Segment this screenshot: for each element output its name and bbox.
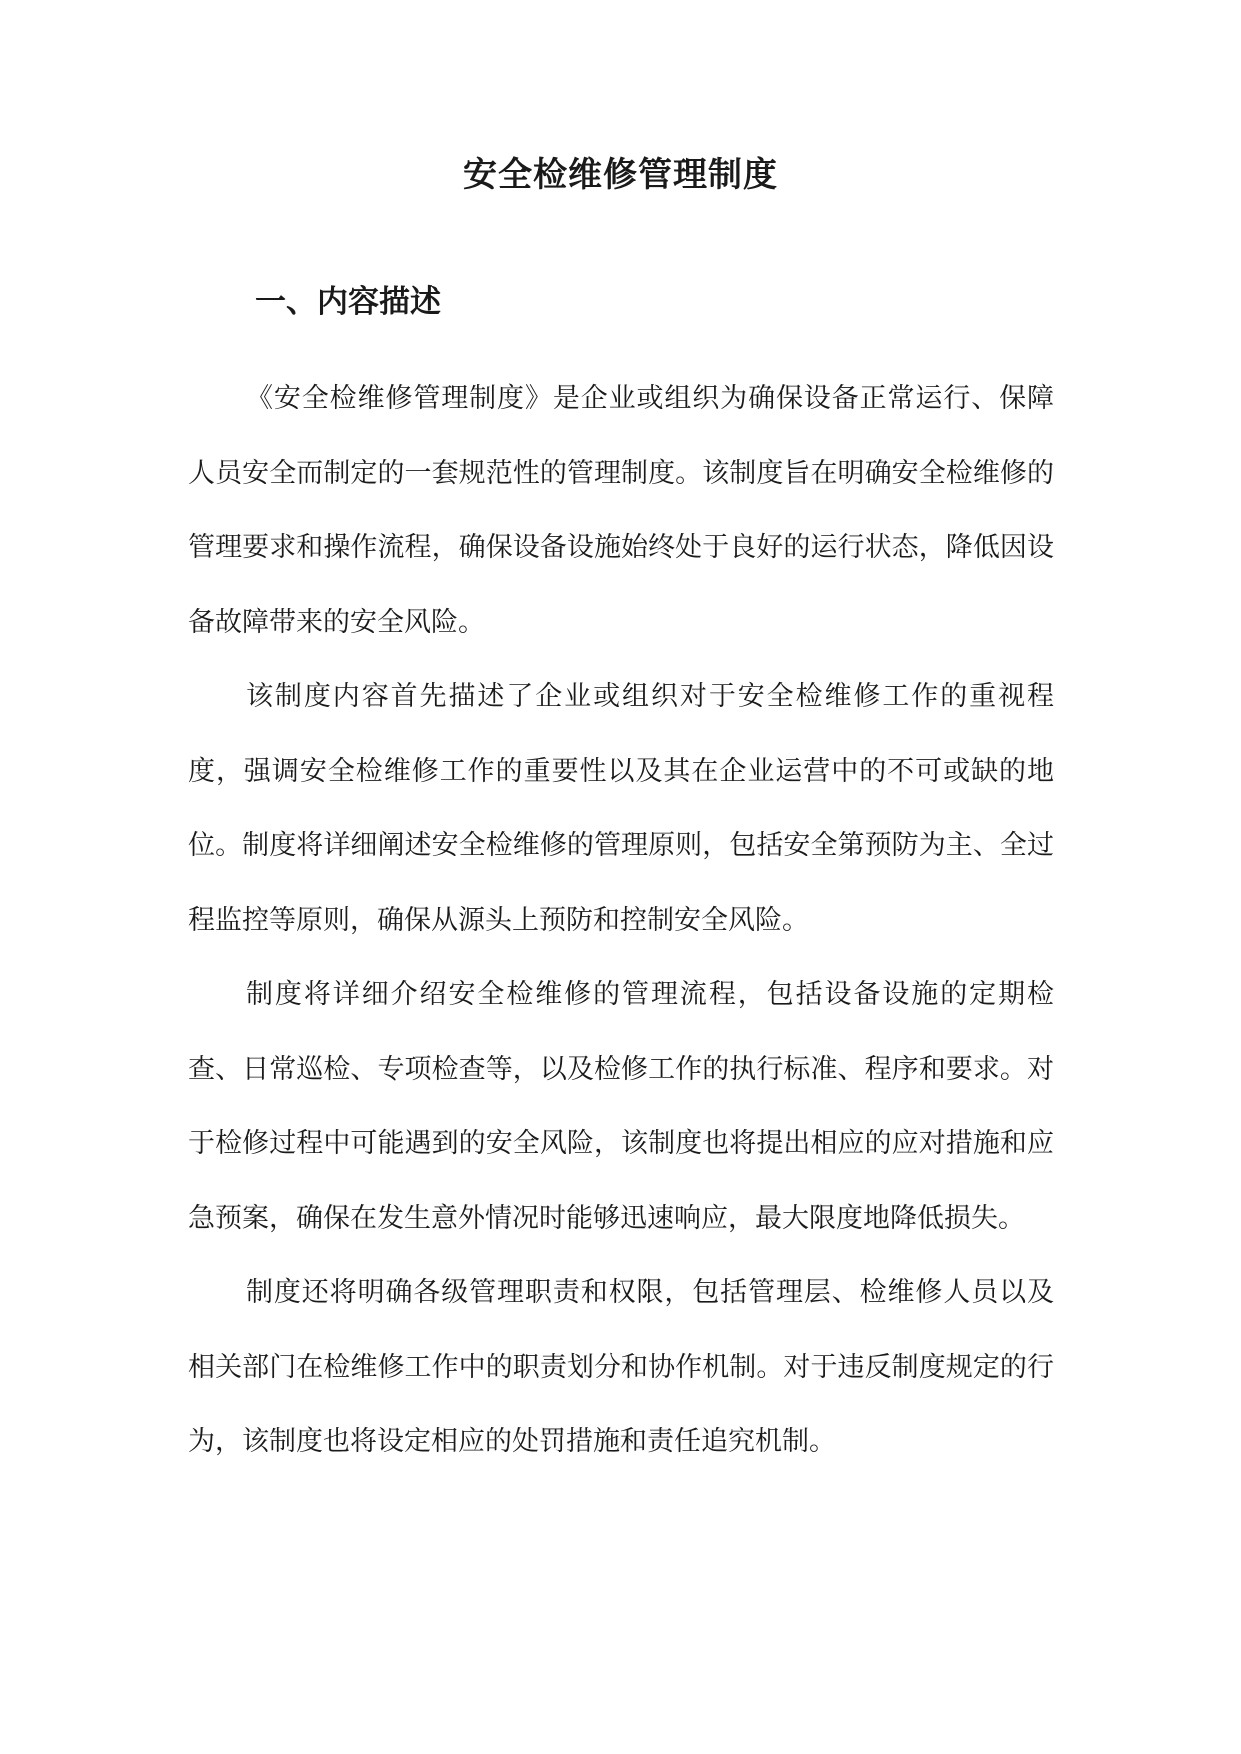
document-title: 安全检维修管理制度 xyxy=(463,155,778,195)
paragraph: 该制度内容首先描述了企业或组织对于安全检维修工作的重视程度，强调安全检维修工作的重要性以及其在企业运营中的不可或缺的地位。制度将详细阐述安全检维修的管理原则，包括安全第预防为主、全过程监控等原则，确保从源头上预防和控制安全风险。 xyxy=(188,681,1054,936)
paragraph: 《安全检维修管理制度》是企业或组织为确保设备正常运行、保障人员安全而制定的一套规范性的管理制度。该制度旨在明确安全检维修的管理要求和操作流程，确保设备设施始终处于良好的运行状态，降低因设备故障带来的安全风险。 xyxy=(188,383,1054,638)
section-heading: 一、内容描述 xyxy=(255,284,441,320)
paragraph: 制度将详细介绍安全检维修的管理流程，包括设备设施的定期检查、日常巡检、专项检查等，以及检修工作的执行标准、程序和要求。对于检修过程中可能遇到的安全风险，该制度也将提出相应的应对措施和应急预案，确保在发生意外情况时能够迅速响应，最大限度地降低损失。 xyxy=(188,979,1054,1234)
paragraph: 制度还将明确各级管理职责和权限，包括管理层、检维修人员以及相关部门在检维修工作中的职责划分和协作机制。对于违反制度规定的行为，该制度也将设定相应的处罚措施和责任追究机制。 xyxy=(188,1277,1054,1457)
document-body xyxy=(188,362,1054,1480)
